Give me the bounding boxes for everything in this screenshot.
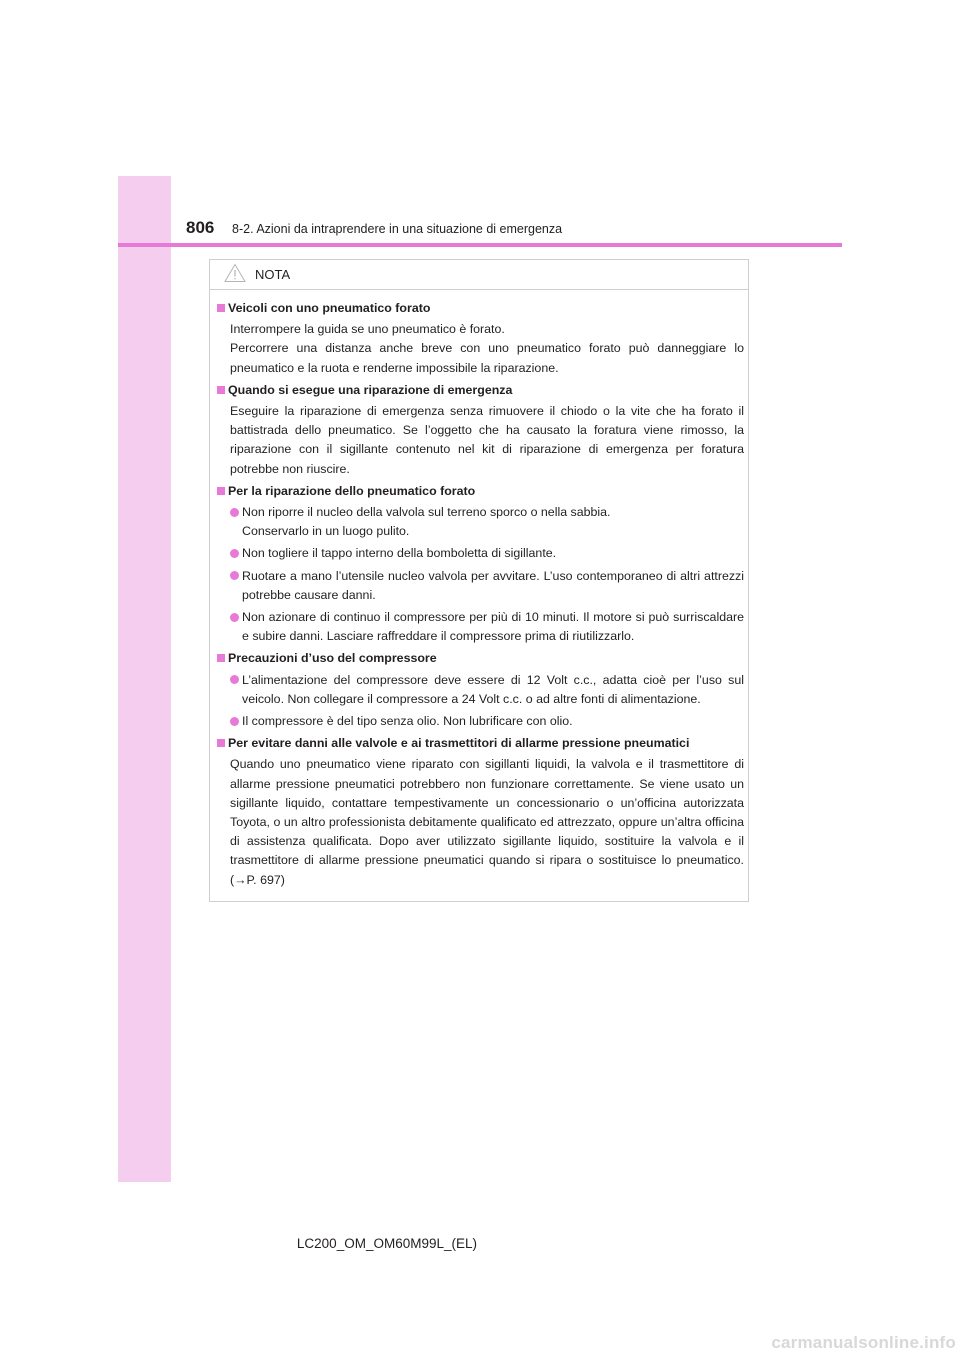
bullet-item: Non riporre il nucleo della valvola sul terreno sporco o nella sabbia. Conservarlo in un luogo pulito.: [216, 503, 744, 541]
bullet-item: Il compressore è del tipo senza olio. Non lubrificare con olio.: [216, 712, 744, 731]
section-heading: Quando si esegue una riparazione di emergenza: [216, 381, 744, 400]
note-section: [216, 482, 744, 647]
square-bullet-icon: [217, 654, 225, 662]
warning-triangle-icon: [224, 263, 246, 283]
bullet-item: Non togliere il tappo interno della bomboletta di sigillante.: [216, 544, 744, 563]
section-heading: Precauzioni d’uso del compressore: [216, 649, 744, 668]
section-heading: Per la riparazione dello pneumatico forato: [216, 482, 744, 501]
paragraph: Quando uno pneumatico viene riparato con sigillanti liquidi, la valvola e il trasmettitore di allarme pressione pneumatici potrebbero non funzionare correttamente. Se viene usato un sigillante liquido, contattare tempestivamente un concessionario o un’officina autorizzata Toyota, o un altro professionista debitamente qualificato ed attrezzato, oppure un’altra officina di assistenza qualificata. Dopo aver utilizzato sigillante liquido, sostituire la valvola e il trasmettitore di allarme pressione pneumatici quando si ripara o sostituisce lo pneumatico. (→P. 697): [230, 757, 744, 887]
note-body: [216, 299, 744, 893]
paragraph: Interrompere la guida se uno pneumatico è forato. Percorrere una distanza anche breve con uno pneumatico forato può danneggiare lo pneumatico e la ruota e renderne impossibile la riparazione.: [230, 322, 744, 375]
square-bullet-icon: [217, 739, 225, 747]
round-bullet-icon: [230, 571, 239, 580]
square-bullet-icon: [217, 487, 225, 495]
footer-document-code: LC200_OM_OM60M99L_(EL): [296, 1236, 477, 1251]
round-bullet-icon: [230, 549, 239, 558]
section-heading: Veicoli con uno pneumatico forato: [216, 299, 744, 318]
paragraph: Eseguire la riparazione di emergenza senza rimuovere il chiodo o la vite che ha forato il battistrada dello pneumatico. Se l’oggetto che ha causato la foratura viene rimosso, la riparazione con il sigillante contenuto nel kit di riparazione di emergenza per foratura potrebbe non riuscire.: [230, 404, 744, 476]
watermark: carmanualsonline.info: [771, 1333, 956, 1352]
round-bullet-icon: [230, 675, 239, 684]
square-bullet-icon: [217, 386, 225, 394]
side-color-band: [118, 176, 171, 1182]
note-section: [216, 299, 744, 378]
note-section: [216, 734, 744, 890]
section-title: 8-2. Azioni da intraprendere in una situazione di emergenza: [232, 222, 563, 236]
note-section: [216, 649, 744, 731]
header-rule: [118, 243, 842, 247]
bullet-item: Ruotare a mano l’utensile nucleo valvola per avvitare. L’uso contemporaneo di altri attrezzi potrebbe causare danni.: [216, 567, 744, 605]
section-heading: Per evitare danni alle valvole e ai trasmettitori di allarme pressione pneumatici: [216, 734, 744, 753]
round-bullet-icon: [230, 613, 239, 622]
note-title: NOTA: [255, 267, 291, 282]
bullet-item: L’alimentazione del compressore deve essere di 12 Volt c.c., adatta cioè per l’uso sul veicolo. Non collegare il compressore a 24 Volt c.c. o ad altre fonti di alimentazione.: [216, 671, 744, 709]
note-section: [216, 381, 744, 479]
note-box: [209, 259, 749, 902]
round-bullet-icon: [230, 508, 239, 517]
note-header: [210, 260, 748, 290]
bullet-item: Non azionare di continuo il compressore per più di 10 minuti. Il motore si può surriscaldare e subire danni. Lasciare raffreddare il compressore prima di riutilizzarlo.: [216, 608, 744, 646]
round-bullet-icon: [230, 717, 239, 726]
square-bullet-icon: [217, 304, 225, 312]
page-number: 806: [186, 218, 215, 237]
